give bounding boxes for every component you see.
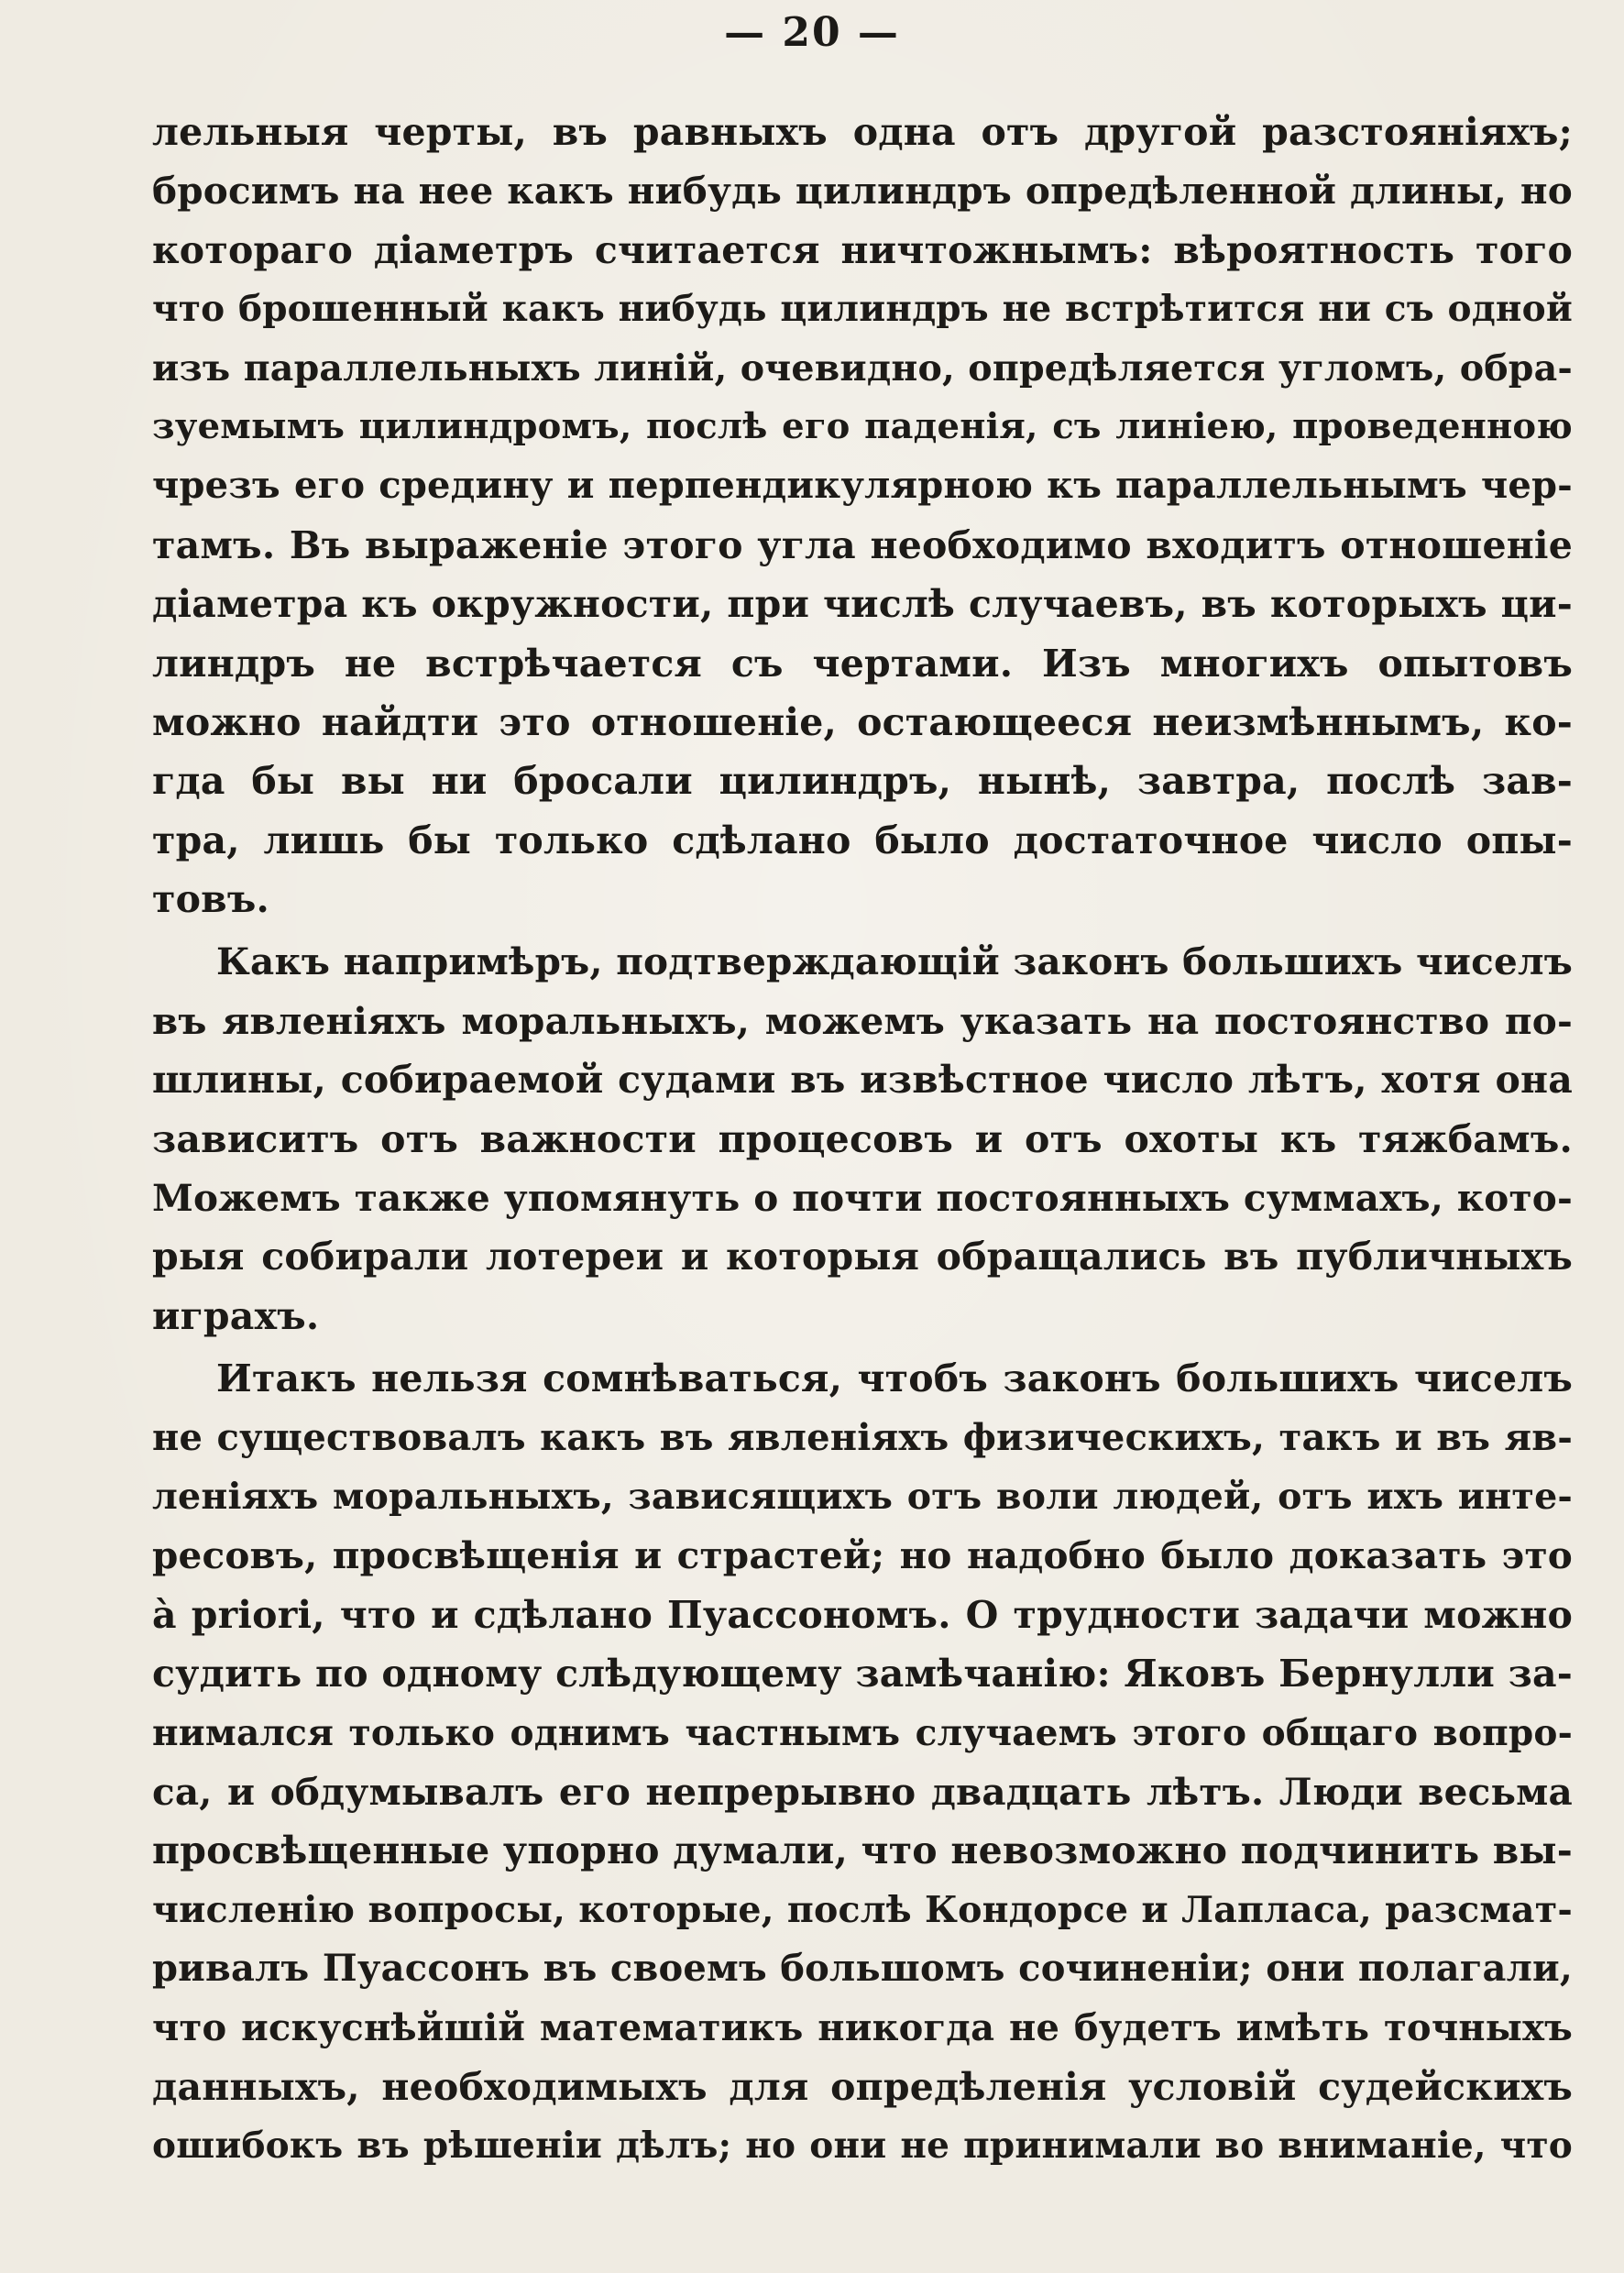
text-line: нимался только однимъ частнымъ случаемъ этого общаго вопро-	[152, 1711, 1573, 1754]
text-line: гда бы вы ни бросали цилиндръ, нынѣ, завтра, послѣ зав-	[152, 759, 1573, 804]
text-line: численію вопросы, которые, послѣ Кондорсе и Лапласа, разсмат-	[152, 1888, 1573, 1931]
text-line: не существовалъ какъ въ явленіяхъ физическихъ, такъ и въ яв-	[152, 1415, 1573, 1459]
text-line: изъ параллельныхъ линій, очевидно, опредѣляется угломъ, обра-	[152, 346, 1573, 390]
text-line: шлины, собираемой судами въ извѣстное число лѣтъ, хотя она	[152, 1058, 1573, 1103]
text-line: ресовъ, просвѣщенія и страстей; но надобно было доказать это	[152, 1533, 1573, 1578]
paragraph-3	[152, 1349, 1573, 2175]
text-line: са, и обдумывалъ его непрерывно двадцать лѣтъ. Люди весьма	[152, 1769, 1573, 1814]
text-line: что брошенный какъ нибудь цилиндръ не встрѣтится ни съ одной	[152, 288, 1573, 331]
text-line: ривалъ Пуассонъ въ своемъ большомъ сочиненіи; они полагали,	[152, 1947, 1573, 1991]
text-line: леніяхъ моральныхъ, зависящихъ отъ воли людей, отъ ихъ инте-	[152, 1475, 1573, 1518]
text-line: товъ.	[152, 877, 269, 922]
text-line: Можемъ также упомянуть о почти постоянныхъ суммахъ, кото-	[152, 1176, 1573, 1221]
text-line: à priori, что и сдѣлано Пуассономъ. О трудности задачи можно	[152, 1592, 1573, 1637]
text-line: что искуснѣйшій математикъ никогда не будетъ имѣть точныхъ	[152, 2005, 1573, 2049]
text-line: діаметра къ окружности, при числѣ случаевъ, въ которыхъ ци-	[152, 582, 1573, 627]
text-line: Итакъ нельзя сомнѣваться, чтобъ законъ большихъ чиселъ	[216, 1356, 1573, 1401]
text-line: можно найдти это отношеніе, остающееся неизмѣннымъ, ко-	[152, 699, 1573, 744]
text-line: бросимъ на нее какъ нибудь цилиндръ опредѣленной длины, но	[152, 169, 1573, 214]
text-line: линдръ не встрѣчается съ чертами. Изъ многихъ опытовъ	[152, 641, 1573, 686]
text-line: въ явленіяхъ моральныхъ, можемъ указать на постоянство по-	[152, 998, 1573, 1043]
text-line: играхъ.	[152, 1293, 320, 1338]
page-number: — 20 —	[724, 9, 900, 56]
text-line: Какъ напримѣръ, подтверждающій законъ большихъ чиселъ	[216, 939, 1573, 984]
text-line: данныхъ, необходимыхъ для опредѣленія условій судейскихъ	[152, 2064, 1573, 2109]
paragraph-2	[152, 932, 1573, 1345]
text-line: зуемымъ цилиндромъ, послѣ его паденія, съ линіею, проведенною	[152, 405, 1573, 447]
text-line: тамъ. Въ выраженіе этого угла необходимо входитъ отношеніе	[152, 522, 1573, 567]
text-line: ошибокъ въ рѣшеніи дѣлъ; но они не принимали во вниманіе, что	[152, 2125, 1573, 2168]
text-line: чрезъ его средину и перпендикулярною къ параллельнымъ чер-	[152, 464, 1573, 508]
paragraph-1	[152, 103, 1573, 928]
text-body	[152, 103, 1573, 2176]
text-line: лельныя черты, въ равныхъ одна отъ другой разстояніяхъ;	[152, 110, 1573, 154]
text-line: просвѣщенные упорно думали, что невозможно подчинить вы-	[152, 1828, 1573, 1873]
text-line: тра, лишь бы только сдѣлано было достаточное число опы-	[152, 818, 1573, 862]
text-line: рыя собирали лотереи и которыя обращались въ публичныхъ	[152, 1235, 1573, 1279]
text-line: котораго діаметръ считается ничтожнымъ: вѣроятность того	[152, 227, 1573, 272]
text-line: зависитъ отъ важности процесовъ и отъ охоты къ тяжбамъ.	[152, 1116, 1573, 1161]
text-line: судить по одному слѣдующему замѣчанію: Яковъ Бернулли за-	[152, 1652, 1573, 1697]
